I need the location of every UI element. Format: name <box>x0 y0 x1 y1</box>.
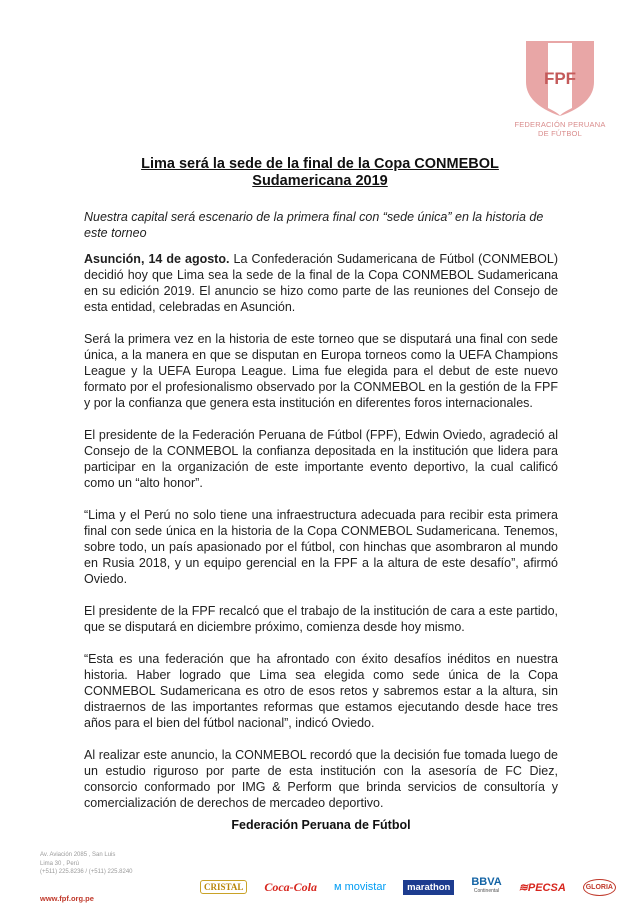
sponsor-marathon-logo: marathon <box>403 880 454 895</box>
fpf-shield-logo <box>520 38 600 118</box>
address-line3: (+511) 225.8236 / (+511) 225.8240 <box>40 869 133 875</box>
sponsor-cristal-logo: CRISTAL <box>200 880 247 894</box>
press-release-body <box>84 251 558 827</box>
address-line2: Lima 30 , Perú <box>40 860 80 867</box>
signature: Federación Peruana de Fútbol <box>231 818 411 832</box>
title-line1: Lima será la sede de la final de la Copa CONMEBOL <box>141 156 499 172</box>
title-line2: Sudamericana 2019 <box>252 173 388 189</box>
press-release-title <box>80 156 560 190</box>
bbva-text: BBVA <box>471 876 502 888</box>
paragraph-2: Será la primera vez en la historia de este torneo que se disputará una final con sede única, a la manera en que se disputan en Europa torneos como la UEFA Champions League y la UEFA Europa League. Lima fue elegida para el debut de este nuevo formato por el profesionalismo observado por la CONMEBOL en la gestión de la FPF y por la confianza que genera esta institución en diferentes foros internacionales. <box>84 332 558 410</box>
press-release-subtitle: Nuestra capital será escenario de la primera final con “sede única” en la historia de este torneo <box>84 210 544 240</box>
movistar-text: movistar <box>344 881 387 893</box>
movistar-m-icon: ᴍ <box>333 881 345 893</box>
sponsor-gloria-logo: GLORIA <box>583 879 616 896</box>
paragraph-7: Al realizar este anuncio, la CONMEBOL recordó que la decisión fue tomada luego de un estudio riguroso por parte de esta institución con la asesoría de FC Diez, consorcio conformado por IMG & Perform que brinda servicios de consultoría y comercialización de derechos de mercadeo deportivo. <box>84 748 558 810</box>
org-name-line2: DE FÚTBOL <box>538 129 582 138</box>
sponsor-cocacola-logo: Coca-Cola <box>264 879 317 894</box>
address-line1: Av. Aviación 2085 , San Luis <box>40 852 116 858</box>
paragraph-3: El presidente de la Federación Peruana de Fútbol (FPF), Edwin Oviedo, agradeció al Consejo de la CONMEBOL la confianza depositada en la institución que lidera para participar en la organización de este importante evento deportivo, la cual calificó como un “alto honor”. <box>84 428 558 490</box>
paragraph-1 <box>84 251 558 315</box>
bbva-sub-text: Continental <box>473 888 500 894</box>
sponsor-movistar-logo <box>334 881 386 893</box>
footer-website-link[interactable]: www.fpf.org.pe <box>40 894 94 903</box>
sponsor-bbva-logo <box>471 878 501 896</box>
fpf-shield-icon <box>520 38 600 118</box>
sponsor-pecsa-logo <box>519 881 566 894</box>
paragraph-5: El presidente de la FPF recalcó que el trabajo de la institución de cara a este partido, que se disputará en diciembre próximo, comienza desde hoy mismo. <box>84 604 558 634</box>
sponsor-logos <box>200 872 616 902</box>
pecsa-text: PECSA <box>527 881 566 894</box>
dateline: Asunción, 14 de agosto. <box>84 252 230 266</box>
paragraph-6: “Esta es una federación que ha afrontado con éxito desafíos inéditos en nuestra historia. Haber logrado que Lima sea elegida como sede única de la Copa CONMEBOL Sudamericana es otro de esos retos y sabremos estar a la altura, sin distraernos de las importantes reformas que estamos ejecutando desde hace tres años para el bien del fútbol nacional”, indicó Oviedo. <box>84 652 558 730</box>
org-name-line1: FEDERACIÓN PERUANA <box>514 120 606 129</box>
pecsa-mark-icon: ≋ <box>518 881 528 894</box>
paragraph-1-text: La Confederación Sudamericana de Fútbol (CONMEBOL) decidió hoy que Lima sea la sede de la final de la Copa CONMEBOL Sudamericana en su edición 2019. El anuncio se hizo como parte de las reuniones del Consejo de esta entidad, celebradas en Asunción. <box>84 252 558 314</box>
paragraph-4: “Lima y el Perú no solo tiene una infraestructura adecuada para recibir esta primera final con sede única en la historia de la Copa CONMEBOL Sudamericana. Tenemos, sobre todo, un país apasionado por el fútbol, con hinchas que asombraron al mundo en Rusia 2018, y un equipo gerencial en la FPF a la altura de este desafío”, afirmó Oviedo. <box>84 508 558 586</box>
logo-text: FPF <box>543 69 577 88</box>
footer-address <box>40 851 180 877</box>
org-name <box>514 120 606 138</box>
